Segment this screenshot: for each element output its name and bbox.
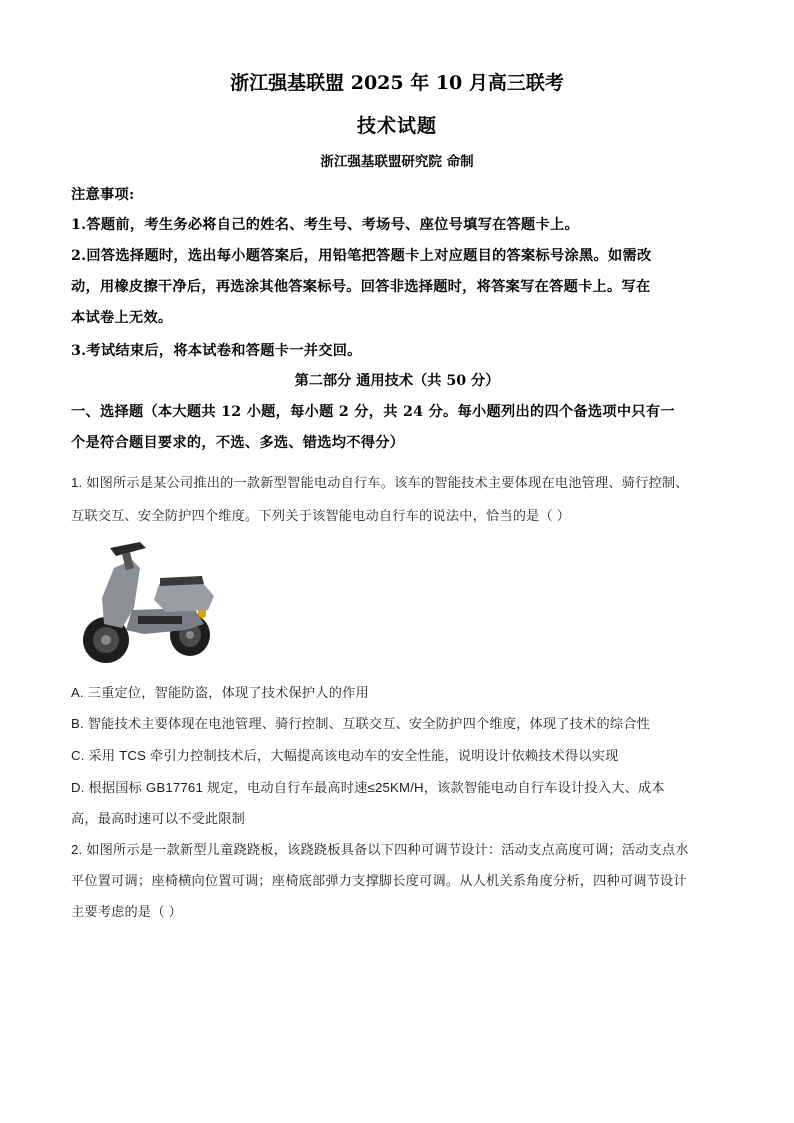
subject-title: 技术试题 <box>356 115 437 137</box>
question-2-line: 平位置可调；座椅横向位置可调；座椅底部弹力支撑脚长度可调。从人机关系角度分析，四种可调节设计 <box>71 873 687 888</box>
notice-line: 本试卷上无效。 <box>71 310 173 326</box>
option-d: D. 根据国标 GB17761 规定，电动自行车最高时速≤25KM/H，该款智能电动自行车设计投入大、成本 <box>71 780 665 795</box>
maker-line: 浙江强基联盟研究院 命制 <box>320 154 474 170</box>
notice-line: 动，用橡皮擦干净后，再选涂其他答案标号。回答非选择题时，将答案写在答题卡上。写在 <box>71 279 651 295</box>
notice-line: 3.考试结束后，将本试卷和答题卡一并交回。 <box>71 343 362 359</box>
section-intro-line: 一、选择题（本大题共 12 小题，每小题 2 分，共 24 分。每小题列出的四个备选项中只有一 <box>71 404 675 420</box>
part-title: 第二部分 通用技术（共 50 分） <box>294 373 500 389</box>
exam-title: 浙江强基联盟 2025 年 10 月高三联考 <box>230 72 564 94</box>
notice-line: 2.回答选择题时，选出每小题答案后，用铅笔把答题卡上对应题目的答案标号涂黑。如需改 <box>71 248 652 264</box>
question-2-line: 2. 如图所示是一款新型儿童跷跷板，该跷跷板具备以下四种可调节设计：活动支点高度可调；活动支点水 <box>71 842 689 857</box>
electric-bike-image <box>74 538 224 666</box>
question-1-line: 1. 如图所示是某公司推出的一款新型智能电动自行车。该车的智能技术主要体现在电池管理、骑行控制、 <box>71 475 689 490</box>
question-1-line: 互联交互、安全防护四个维度。下列关于该智能电动自行车的说法中，恰当的是（ ） <box>71 508 571 523</box>
notice-line: 1.答题前，考生务必将自己的姓名、考生号、考场号、座位号填写在答题卡上。 <box>71 217 579 233</box>
notice-heading: 注意事项: <box>71 187 135 203</box>
question-2-line: 主要考虑的是（ ） <box>71 904 182 919</box>
option-b: B. 智能技术主要体现在电池管理、骑行控制、互联交互、安全防护四个维度，体现了技术的综合性 <box>71 716 650 731</box>
section-intro-line: 个是符合题目要求的，不选、多选、错选均不得分） <box>71 435 405 451</box>
option-a: A. 三重定位，智能防盗，体现了技术保护人的作用 <box>71 685 369 700</box>
option-d-continued: 高，最高时速可以不受此限制 <box>71 811 246 826</box>
option-c: C. 采用 TCS 牵引力控制技术后，大幅提高该电动车的安全性能，说明设计依赖技术得以实现 <box>71 748 619 763</box>
